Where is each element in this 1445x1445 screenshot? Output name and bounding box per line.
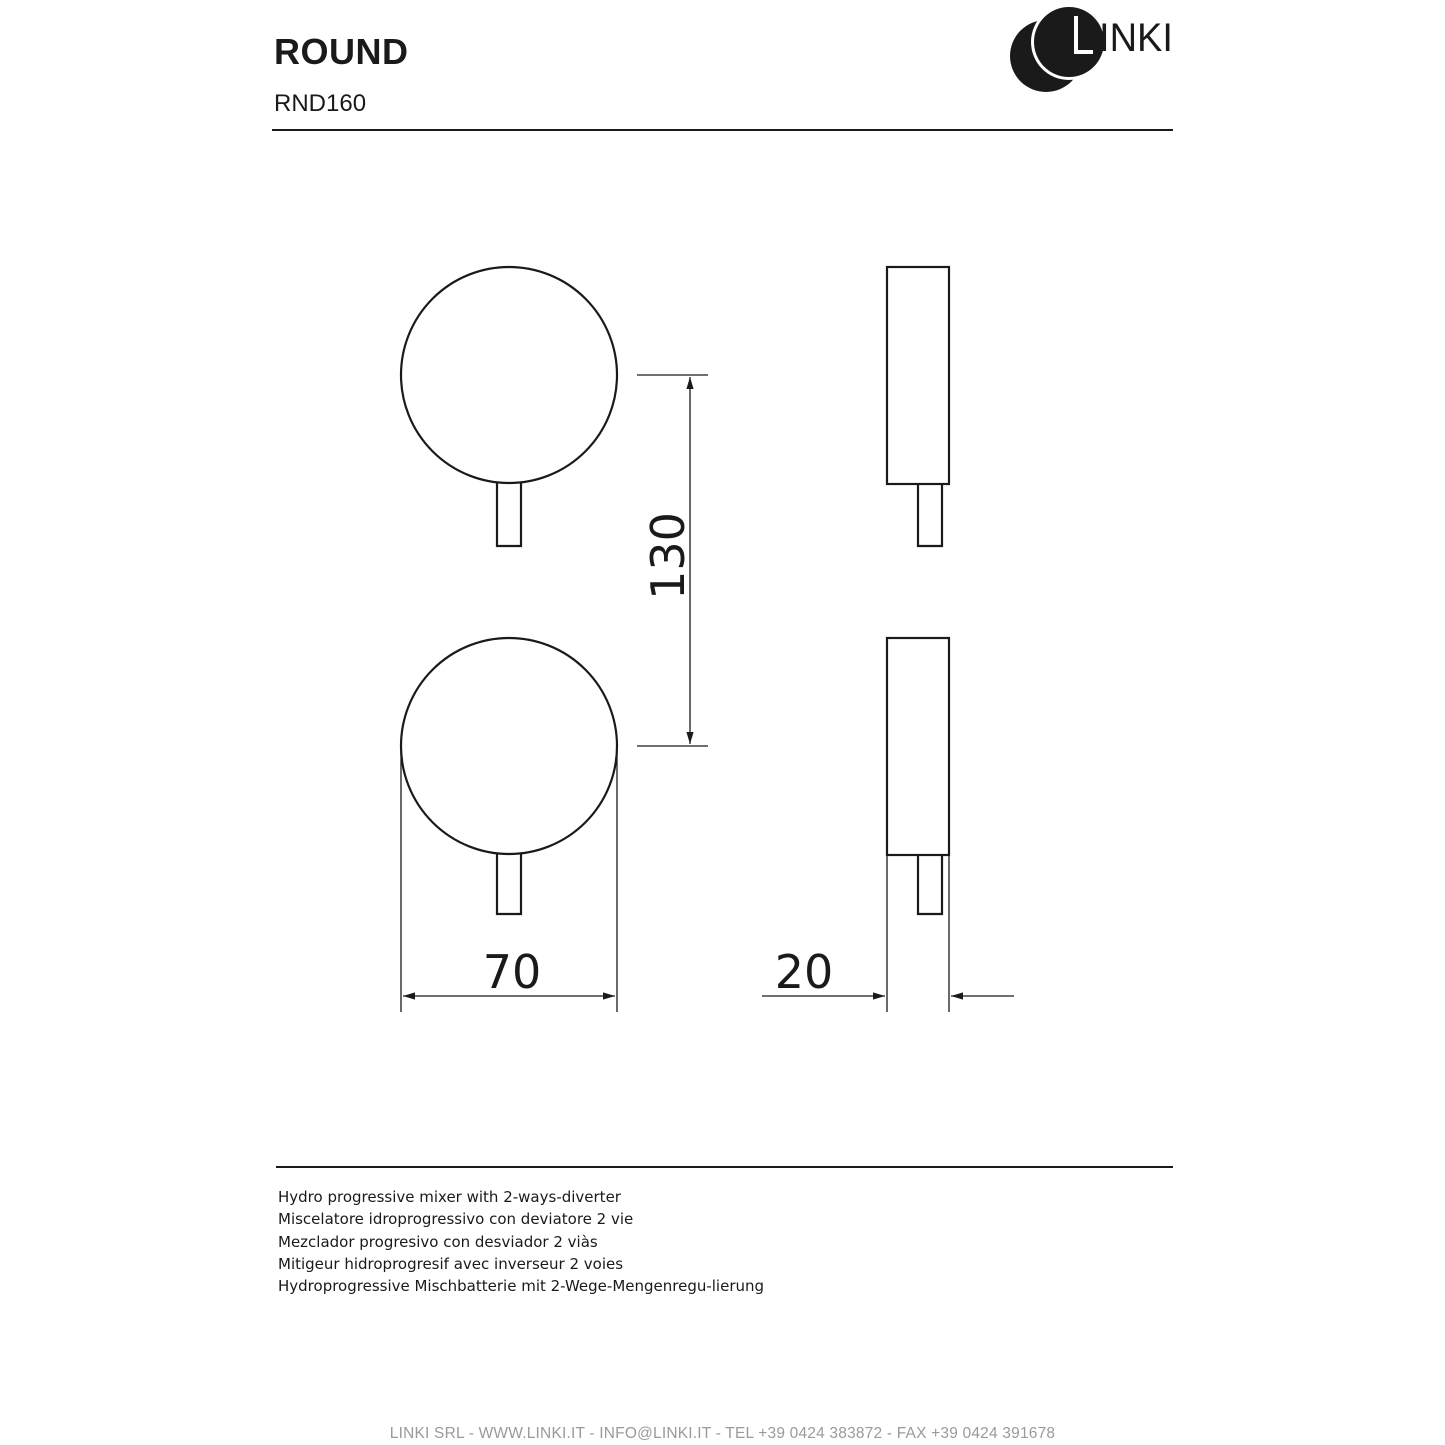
company-footer: LINKI SRL - WWW.LINKI.IT - INFO@LINKI.IT - TEL +39 0424 383872 - FAX +39 0424 391678 [389, 1425, 1056, 1442]
lower-handle-circle [401, 638, 617, 854]
product-title: ROUND [274, 31, 409, 72]
product-description [278, 1186, 764, 1297]
depth-dimension-label: 20 [774, 945, 834, 999]
product-code: RND160 [274, 90, 367, 117]
description-fr: Mitigeur hidroprogresif avec inverseur 2 voies [278, 1254, 624, 1273]
logo-wordmark: INKI [1099, 16, 1173, 60]
lower-side-body [887, 638, 949, 855]
description-de: Hydroprogressive Mischbatterie mit 2-Wege-Mengenregu-lierung [278, 1277, 765, 1296]
description-es: Mezclador progresivo con desviador 2 viàs [278, 1232, 598, 1251]
upper-side-body [887, 267, 949, 484]
upper-side-stem [918, 484, 942, 546]
description-it: Miscelatore idroprogressivo con deviatore 2 vie [278, 1210, 634, 1229]
description-divider [276, 1166, 1173, 1168]
lower-side-stem [918, 855, 942, 914]
upper-handle-stem [497, 483, 521, 546]
upper-handle-circle [401, 267, 617, 483]
lower-handle-stem [497, 854, 521, 914]
height-dimension-label: 130 [641, 512, 695, 600]
description-en: Hydro progressive mixer with 2-ways-diverter [278, 1188, 621, 1206]
width-dimension-label: 70 [482, 945, 542, 999]
